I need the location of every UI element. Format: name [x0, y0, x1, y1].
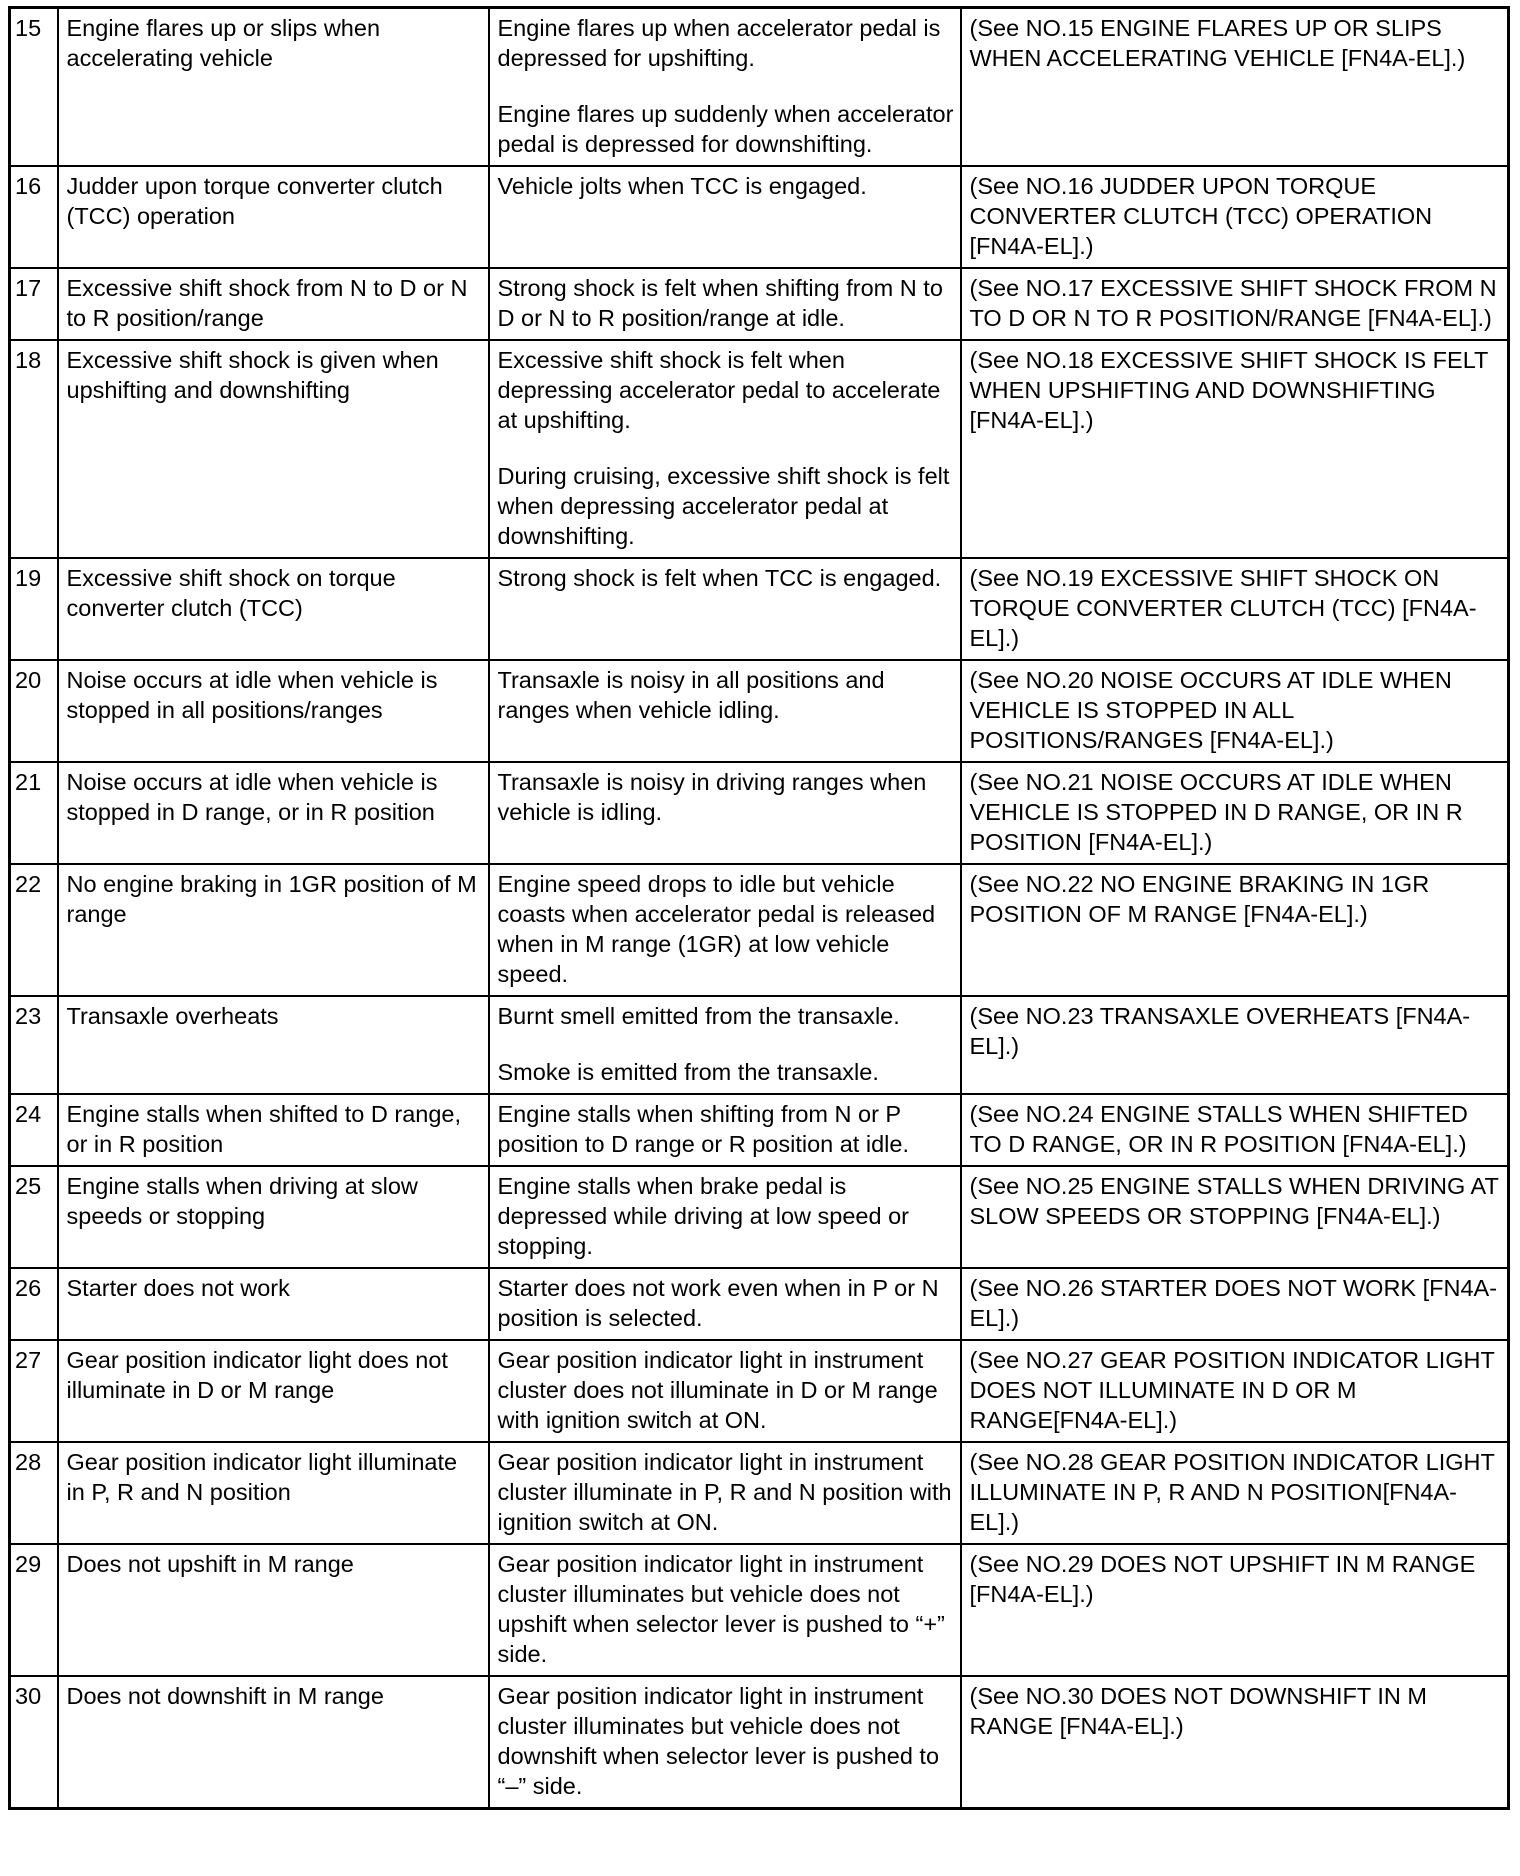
symptom-text: Gear position indicator light in instrument cluster illuminates but vehicle does not upshift when selector lever is pushed to “+” side.	[497, 1551, 945, 1667]
symptom-text: Transaxle is noisy in all positions and ranges when vehicle idling.	[497, 667, 885, 723]
symptom-text: Gear position indicator light in instrument cluster illuminates but vehicle does not downshift when selector lever is pushed to “–” side.	[497, 1683, 940, 1799]
trouble-item: Transaxle overheats	[58, 996, 489, 1094]
symptom-text: Strong shock is felt when shifting from N to D or N to R position/range at idle.	[497, 275, 943, 331]
item-number: 30	[10, 1676, 58, 1809]
symptom-cell	[489, 1676, 961, 1809]
reference-link: (See NO.19 EXCESSIVE SHIFT SHOCK ON TORQUE CONVERTER CLUTCH (TCC) [FN4A-EL].)	[961, 558, 1509, 660]
table-row	[10, 762, 1509, 864]
symptom-cell	[489, 166, 961, 268]
item-number: 20	[10, 660, 58, 762]
table-row	[10, 8, 1509, 167]
item-number: 19	[10, 558, 58, 660]
symptom-text: Strong shock is felt when TCC is engaged.	[497, 565, 942, 591]
table-row	[10, 268, 1509, 340]
symptom-cell	[489, 1442, 961, 1544]
trouble-item: Noise occurs at idle when vehicle is stopped in D range, or in R position	[58, 762, 489, 864]
trouble-item: Does not upshift in M range	[58, 1544, 489, 1676]
symptom-cell	[489, 1544, 961, 1676]
table-row	[10, 1676, 1509, 1809]
trouble-item: Starter does not work	[58, 1268, 489, 1340]
trouble-item: Judder upon torque converter clutch (TCC) operation	[58, 166, 489, 268]
reference-link: (See NO.25 ENGINE STALLS WHEN DRIVING AT SLOW SPEEDS OR STOPPING [FN4A-EL].)	[961, 1166, 1509, 1268]
reference-link: (See NO.29 DOES NOT UPSHIFT IN M RANGE [FN4A-EL].)	[961, 1544, 1509, 1676]
symptom-cell	[489, 864, 961, 996]
symptom-text: Starter does not work even when in P or N position is selected.	[497, 1275, 939, 1331]
table-row	[10, 340, 1509, 558]
document-page	[0, 6, 1520, 1810]
trouble-item: Excessive shift shock is given when upshifting and downshifting	[58, 340, 489, 558]
table-row	[10, 660, 1509, 762]
symptom-cell	[489, 8, 961, 167]
symptom-cell	[489, 558, 961, 660]
symptom-cell	[489, 340, 961, 558]
symptom-text: Engine stalls when shifting from N or P position to D range or R position at idle.	[497, 1101, 909, 1157]
troubleshooting-table	[8, 6, 1510, 1810]
symptom-cell	[489, 268, 961, 340]
reference-link: (See NO.24 ENGINE STALLS WHEN SHIFTED TO D RANGE, OR IN R POSITION [FN4A-EL].)	[961, 1094, 1509, 1166]
symptom-text: Engine stalls when brake pedal is depressed while driving at low speed or stopping.	[497, 1173, 909, 1259]
symptom-cell	[489, 660, 961, 762]
symptom-cell	[489, 762, 961, 864]
reference-link: (See NO.23 TRANSAXLE OVERHEATS [FN4A-EL].)	[961, 996, 1509, 1094]
table-row	[10, 1268, 1509, 1340]
symptom-cell	[489, 996, 961, 1094]
item-number: 29	[10, 1544, 58, 1676]
trouble-item: Gear position indicator light does not illuminate in D or M range	[58, 1340, 489, 1442]
symptom-text: Excessive shift shock is felt when depressing accelerator pedal to accelerate at upshifting.	[497, 347, 941, 433]
symptom-text: Engine speed drops to idle but vehicle coasts when accelerator pedal is released when in M range (1GR) at low vehicle speed.	[497, 871, 936, 987]
table-row	[10, 1442, 1509, 1544]
symptom-text: Transaxle is noisy in driving ranges when vehicle is idling.	[497, 769, 927, 825]
item-number: 24	[10, 1094, 58, 1166]
symptom-cell	[489, 1094, 961, 1166]
trouble-item: Engine flares up or slips when accelerating vehicle	[58, 8, 489, 167]
reference-link: (See NO.30 DOES NOT DOWNSHIFT IN M RANGE [FN4A-EL].)	[961, 1676, 1509, 1809]
reference-link: (See NO.22 NO ENGINE BRAKING IN 1GR POSITION OF M RANGE [FN4A-EL].)	[961, 864, 1509, 996]
trouble-item: No engine braking in 1GR position of M range	[58, 864, 489, 996]
item-number: 17	[10, 268, 58, 340]
trouble-item: Excessive shift shock from N to D or N to R position/range	[58, 268, 489, 340]
item-number: 23	[10, 996, 58, 1094]
table-row	[10, 1340, 1509, 1442]
item-number: 16	[10, 166, 58, 268]
item-number: 18	[10, 340, 58, 558]
table-row	[10, 1094, 1509, 1166]
reference-link: (See NO.26 STARTER DOES NOT WORK [FN4A-EL].)	[961, 1268, 1509, 1340]
reference-link: (See NO.21 NOISE OCCURS AT IDLE WHEN VEHICLE IS STOPPED IN D RANGE, OR IN R POSITION [FN4A-EL].)	[961, 762, 1509, 864]
symptom-text: Vehicle jolts when TCC is engaged.	[497, 173, 867, 199]
symptom-cell	[489, 1166, 961, 1268]
symptom-cell	[489, 1340, 961, 1442]
reference-link: (See NO.18 EXCESSIVE SHIFT SHOCK IS FELT WHEN UPSHIFTING AND DOWNSHIFTING [FN4A-EL].)	[961, 340, 1509, 558]
item-number: 15	[10, 8, 58, 167]
reference-link: (See NO.20 NOISE OCCURS AT IDLE WHEN VEHICLE IS STOPPED IN ALL POSITIONS/RANGES [FN4A-EL].)	[961, 660, 1509, 762]
symptom-text: Gear position indicator light in instrument cluster does not illuminate in D or M range with ignition switch at ON.	[497, 1347, 938, 1433]
item-number: 27	[10, 1340, 58, 1442]
table-row	[10, 1544, 1509, 1676]
reference-link: (See NO.17 EXCESSIVE SHIFT SHOCK FROM N TO D OR N TO R POSITION/RANGE [FN4A-EL].)	[961, 268, 1509, 340]
item-number: 21	[10, 762, 58, 864]
item-number: 22	[10, 864, 58, 996]
trouble-item: Excessive shift shock on torque converter clutch (TCC)	[58, 558, 489, 660]
reference-link: (See NO.15 ENGINE FLARES UP OR SLIPS WHEN ACCELERATING VEHICLE [FN4A-EL].)	[961, 8, 1509, 167]
table-row	[10, 996, 1509, 1094]
symptom-text: Burnt smell emitted from the transaxle.	[497, 1003, 900, 1029]
symptom-text: During cruising, excessive shift shock is felt when depressing accelerator pedal at downshifting.	[497, 463, 950, 549]
table-body	[10, 8, 1509, 1809]
item-number: 25	[10, 1166, 58, 1268]
symptom-cell	[489, 1268, 961, 1340]
symptom-text: Engine flares up suddenly when accelerator pedal is depressed for downshifting.	[497, 101, 954, 157]
reference-link: (See NO.16 JUDDER UPON TORQUE CONVERTER CLUTCH (TCC) OPERATION [FN4A-EL].)	[961, 166, 1509, 268]
trouble-item: Noise occurs at idle when vehicle is stopped in all positions/ranges	[58, 660, 489, 762]
reference-link: (See NO.28 GEAR POSITION INDICATOR LIGHT ILLUMINATE IN P, R AND N POSITION[FN4A-EL].)	[961, 1442, 1509, 1544]
table-row	[10, 166, 1509, 268]
trouble-item: Engine stalls when driving at slow speeds or stopping	[58, 1166, 489, 1268]
table-row	[10, 864, 1509, 996]
table-row	[10, 558, 1509, 660]
item-number: 28	[10, 1442, 58, 1544]
trouble-item: Engine stalls when shifted to D range, or in R position	[58, 1094, 489, 1166]
trouble-item: Does not downshift in M range	[58, 1676, 489, 1809]
symptom-text: Smoke is emitted from the transaxle.	[497, 1059, 879, 1085]
item-number: 26	[10, 1268, 58, 1340]
table-row	[10, 1166, 1509, 1268]
symptom-text: Engine flares up when accelerator pedal is depressed for upshifting.	[497, 15, 941, 71]
reference-link: (See NO.27 GEAR POSITION INDICATOR LIGHT DOES NOT ILLUMINATE IN D OR M RANGE[FN4A-EL].)	[961, 1340, 1509, 1442]
symptom-text: Gear position indicator light in instrument cluster illuminate in P, R and N position with ignition switch at ON.	[497, 1449, 952, 1535]
trouble-item: Gear position indicator light illuminate in P, R and N position	[58, 1442, 489, 1544]
